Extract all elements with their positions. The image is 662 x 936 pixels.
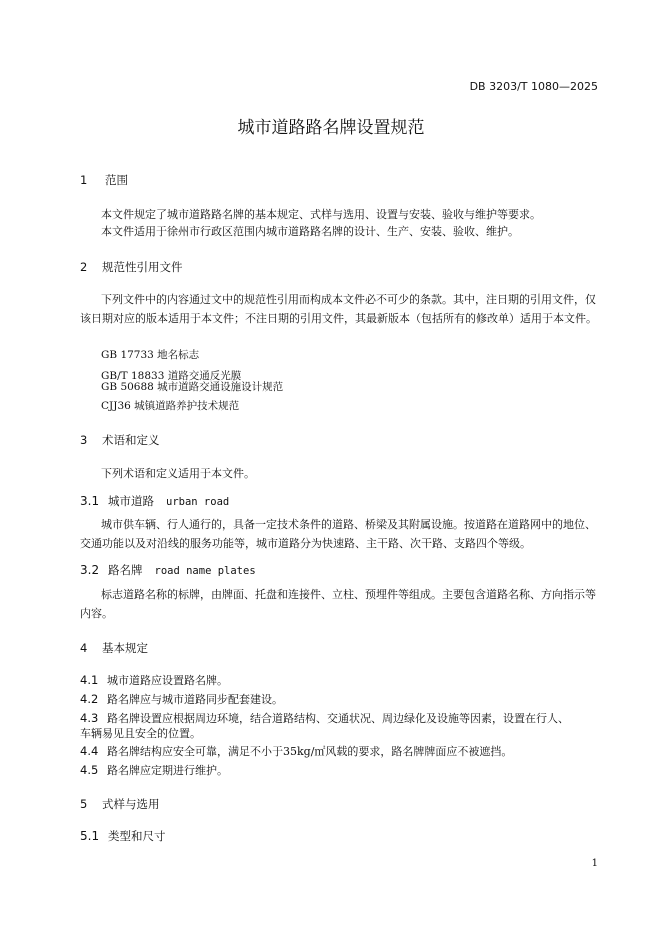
term-definition: 标志道路名称的标牌，由牌面、托盘和连接件、立柱、预埋件等组成。主要包含道路名称、方向指示等内容。 (80, 588, 596, 620)
term-definition: 城市供车辆、行人通行的，具备一定技术条件的道路、桥梁及其附属设施。按道路在道路网中的地位、交通功能以及对沿线的服务功能等，城市道路分为快速路、主干路、次干路、支路四个等级。 (80, 518, 596, 550)
term-3-1-heading (80, 493, 229, 509)
section-1-heading (80, 172, 128, 188)
clause-text: 路名牌应定期进行维护。 (107, 764, 228, 777)
section-number: 1 (80, 173, 88, 187)
term-number: 3.2 (80, 563, 100, 577)
paragraph: 本文件适用于徐州市行政区范围内城市道路路名牌的设计、生产、安装、验收、维护。 (101, 225, 519, 238)
reference-item: GB 50688 城市道路交通设施设计规范 (101, 381, 284, 393)
term-number: 3.1 (80, 494, 100, 508)
reference-item: GB 17733 地名标志 (101, 349, 200, 361)
section-title: 基本规定 (102, 641, 148, 655)
section-3-heading (80, 432, 160, 448)
clause-item (80, 691, 283, 707)
document-title: 城市道路路名牌设置规范 (237, 118, 425, 138)
clause-number: 4.5 (80, 763, 99, 777)
paragraph: 下列术语和定义适用于本文件。 (101, 467, 255, 480)
paragraph-block (80, 515, 602, 553)
clause-item (80, 672, 228, 688)
clause-item (80, 743, 512, 759)
subsection-5-1-heading (80, 828, 166, 844)
section-4-heading (80, 640, 148, 656)
subsection-number: 5.1 (80, 829, 100, 843)
section-title: 式样与选用 (102, 797, 160, 811)
subsection-title: 类型和尺寸 (108, 829, 166, 843)
clause-number: 4.4 (80, 744, 99, 758)
clause-text-continued: 车辆易见且安全的位置。 (80, 727, 201, 740)
term-3-2-heading (80, 562, 256, 578)
reference-item: CJJ36 城镇道路养护技术规范 (101, 400, 240, 412)
section-5-heading (80, 796, 160, 812)
clause-text: 路名牌结构应安全可靠，满足不小于35kg/㎡风载的要求，路名牌牌面应不被遮挡。 (107, 745, 513, 758)
clause-number: 4.1 (80, 673, 99, 687)
paragraph-block (80, 290, 602, 328)
section-number: 3 (80, 433, 88, 447)
reference-item: GB/T 18833 道路交通反光膜 (101, 370, 242, 382)
term-title: 路名牌 (108, 563, 143, 577)
clause-number: 4.3 (80, 711, 99, 725)
paragraph: 下列文件中的内容通过文中的规范性引用而构成本文件必不可少的条款。其中，注日期的引用文件，仅该日期对应的版本适用于本文件；不注日期的引用文件，其最新版本（包括所有的修改单）适用于本文件。 (80, 293, 597, 325)
section-2-heading (80, 259, 183, 275)
clause-text: 路名牌应与城市道路同步配套建设。 (107, 693, 283, 706)
clause-item (80, 762, 228, 778)
section-number: 5 (80, 797, 88, 811)
term-english: urban road (166, 496, 230, 508)
clause-text: 城市道路应设置路名牌。 (107, 674, 228, 687)
paragraph-block (80, 585, 602, 623)
document-number: DB 3203/T 1080—2025 (469, 80, 598, 93)
section-title: 范围 (105, 173, 128, 187)
clause-text: 路名牌设置应根据周边环境，结合道路结构、交通状况、周边绿化及设施等因素，设置在行人、 (107, 712, 569, 725)
page-number: 1 (591, 858, 598, 869)
clause-number: 4.2 (80, 692, 99, 706)
term-title: 城市道路 (108, 494, 154, 508)
section-title: 术语和定义 (102, 433, 160, 447)
paragraph: 本文件规定了城市道路路名牌的基本规定、式样与选用、设置与安装、验收与维护等要求。 (101, 208, 541, 221)
section-title: 规范性引用文件 (102, 260, 183, 274)
term-english: road name plates (154, 565, 256, 577)
section-number: 4 (80, 641, 88, 655)
section-number: 2 (80, 260, 88, 274)
